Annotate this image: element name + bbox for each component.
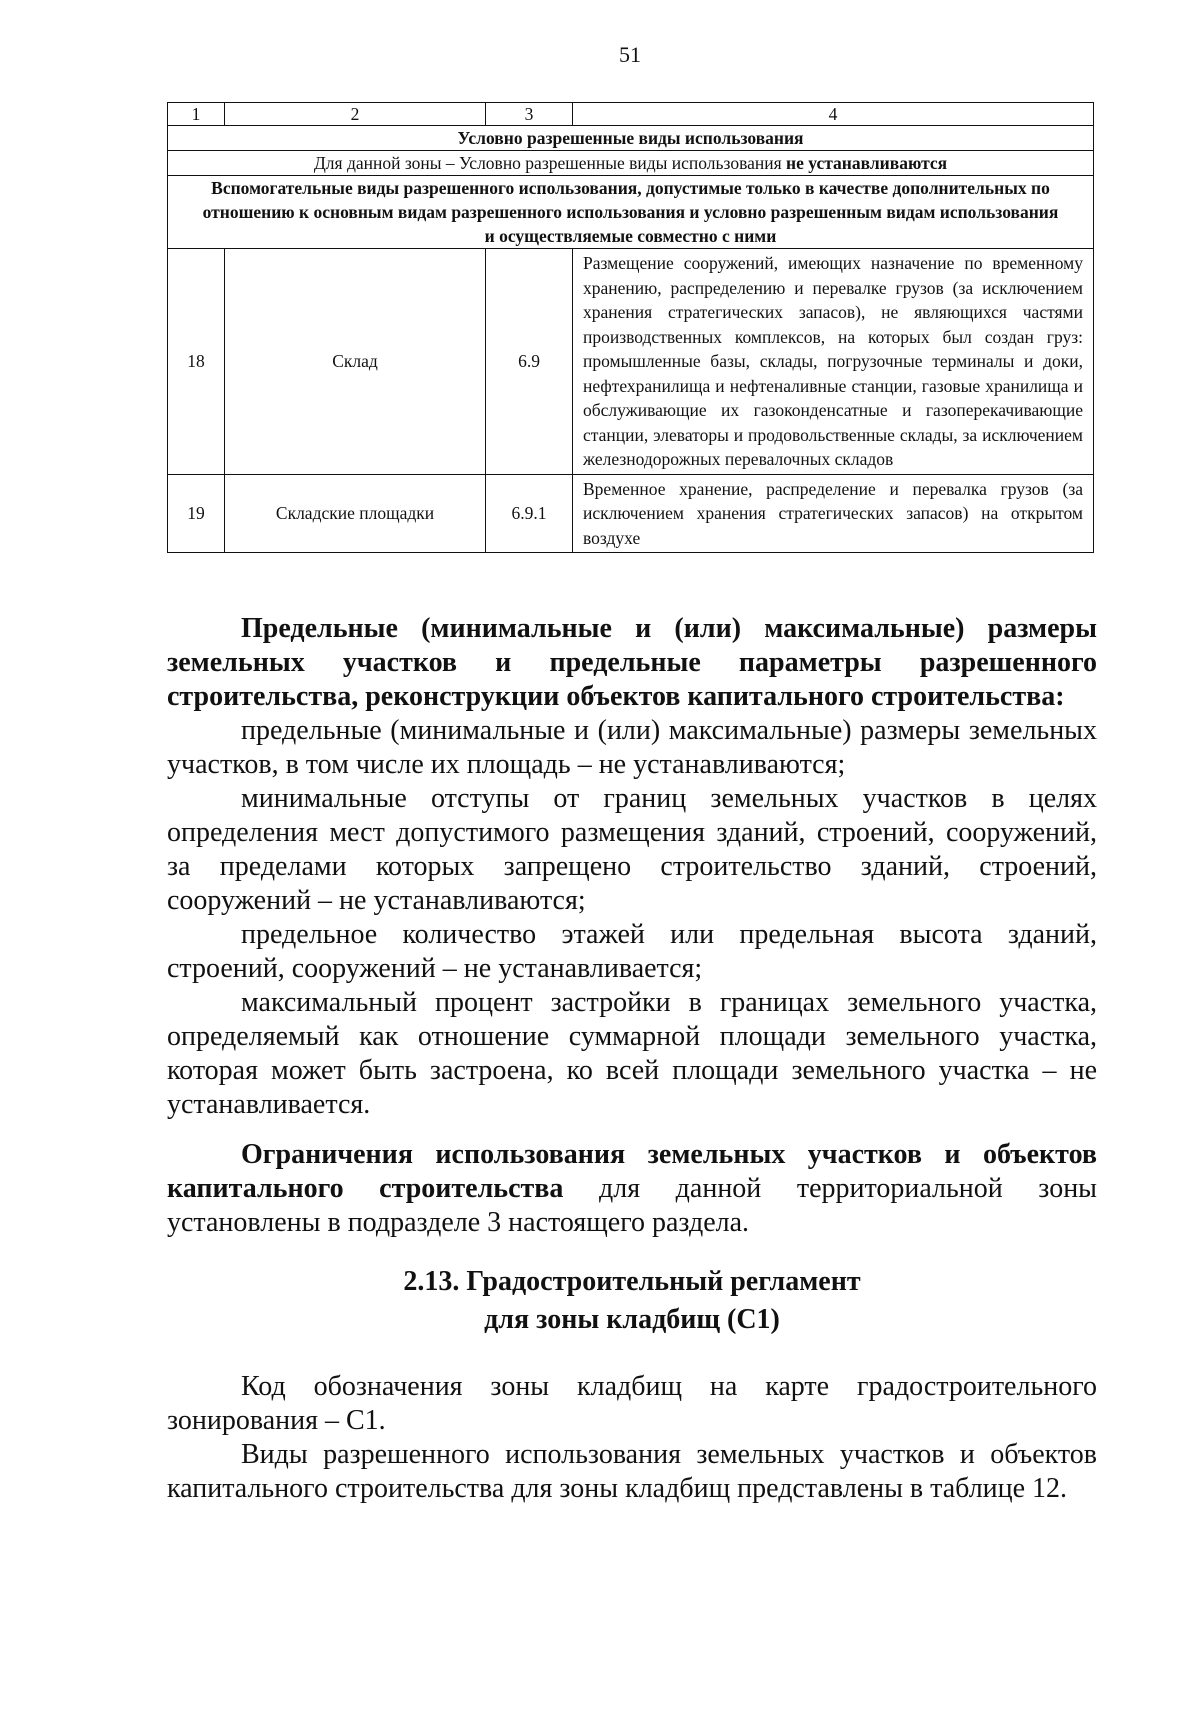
limits-block <box>167 612 1097 1122</box>
row-number: 18 <box>168 249 225 475</box>
conditional-note-row <box>168 151 1094 176</box>
col-number-2: 2 <box>225 103 486 126</box>
restrictions-rest: для данной территориальной зоны установлены в подразделе 3 настоящего раздела. <box>167 1173 1097 1238</box>
section-title-line1: 2.13. Градостроительный регламент <box>403 1266 861 1297</box>
section-auxiliary-title: Вспомогательные виды разрешенного использования, допустимые только в качестве дополнительных по отношению к основным видам разрешенного использования и условно разрешенным видам использования и осуществляемые совместно с ними <box>168 176 1094 249</box>
row-name: Склад <box>225 249 486 475</box>
section-heading <box>167 1263 1097 1339</box>
closing-paragraph: Виды разрешенного использования земельных участков и объектов капитального строительства для зоны кладбищ представлены в таблице 12. <box>167 1439 1097 1504</box>
restrictions-bold: Ограничения использования земельных участков и объектов капитального строительства <box>167 1139 1097 1204</box>
conditional-note-bold: не устанавливаются <box>786 153 948 173</box>
section-conditional-title: Условно разрешенные виды использования <box>168 126 1094 151</box>
table-row <box>168 474 1094 553</box>
row-description: Размещение сооружений, имеющих назначение по временному хранению, распределению и перевалке грузов (за исключением хранения стратегических запасов), не являющихся частями производственных комплексов, на которых был создан груз: промышленные базы, склады, погрузочные терминалы и доки, нефтехранилища и нефтеналивные станции, газовые хранилища и обслуживающие их газоконденсатные и газоперекачивающие станции, элеваторы и продовольственные склады, за исключением железнодорожных перевалочных складов <box>573 249 1094 475</box>
row-description: Временное хранение, распределение и перевалка грузов (за исключением хранения стратегических запасов) на открытом воздухе <box>573 474 1094 553</box>
closing-block <box>167 1370 1097 1506</box>
col-number-3: 3 <box>486 103 573 126</box>
conditional-note-text: Для данной зоны – Условно разрешенные виды использования <box>313 153 787 173</box>
limits-item: максимальный процент застройки в границах земельного участка, определяемый как отношение суммарной площади земельного участка, которая может быть застроена, ко всей площади земельного участка – не устанавливается. <box>167 987 1097 1120</box>
limits-item: предельные (минимальные и (или) максимальные) размеры земельных участков, в том числе их площадь – не устанавливаются; <box>167 715 1097 780</box>
regulations-table <box>167 102 1094 553</box>
restrictions-block <box>167 1138 1097 1240</box>
section-title-line2: для зоны кладбищ (С1) <box>484 1304 780 1335</box>
row-number: 19 <box>168 474 225 553</box>
page-number: 51 <box>619 42 641 67</box>
section-row-conditional <box>168 126 1094 151</box>
limits-heading: Предельные (минимальные и (или) максимальные) размеры земельных участков и предельные параметры разрешенного строительства, реконструкции объектов капитального строительства: <box>167 613 1097 712</box>
limits-item: минимальные отступы от границ земельных участков в целях определения мест допустимого размещения зданий, строений, сооружений, за пределами которых запрещено строительство зданий, строений, сооружений – не устанавливаются; <box>167 783 1097 916</box>
col-number-4: 4 <box>573 103 1094 126</box>
conditional-note <box>168 151 1094 176</box>
row-code: 6.9.1 <box>486 474 573 553</box>
row-code: 6.9 <box>486 249 573 475</box>
restrictions-paragraph <box>167 1138 1097 1240</box>
table-row <box>168 249 1094 475</box>
limits-item: предельное количество этажей или предельная высота зданий, строений, сооружений – не устанавливается; <box>167 919 1097 984</box>
row-name: Складские площадки <box>225 474 486 553</box>
section-row-auxiliary <box>168 176 1094 249</box>
col-number-1: 1 <box>168 103 225 126</box>
closing-paragraph: Код обозначения зоны кладбищ на карте градостроительного зонирования – С1. <box>167 1371 1097 1436</box>
table-header-row <box>168 103 1094 126</box>
